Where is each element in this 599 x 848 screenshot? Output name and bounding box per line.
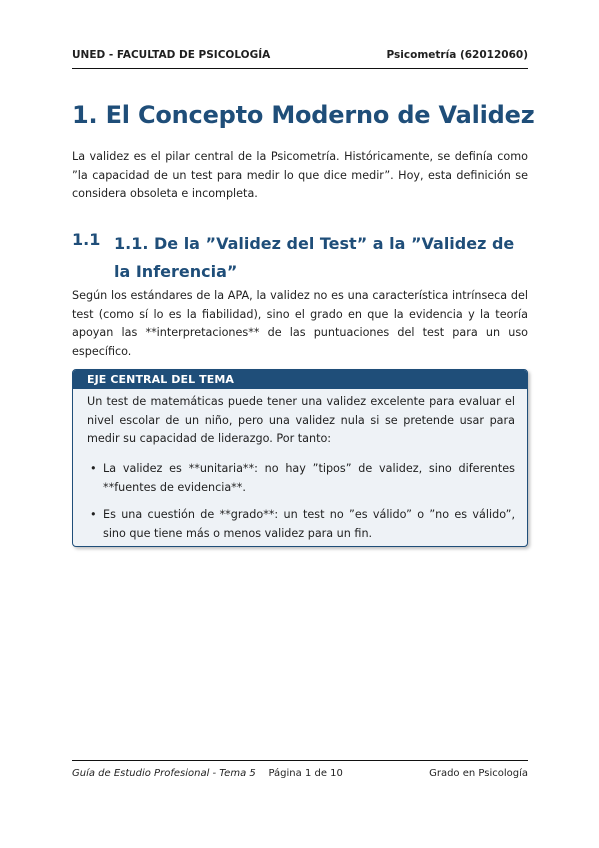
section-heading: 1.1. De la ”Validez del Test” a la ”Validez de la Inferencia” — [114, 234, 515, 281]
page-header — [72, 49, 528, 67]
footer-degree: Grado en Psicología — [429, 768, 528, 779]
footer-left — [72, 768, 343, 779]
bullet-icon: • — [90, 508, 97, 521]
footer-page-number: Página 1 de 10 — [268, 768, 343, 779]
section-paragraph: Según los estándares de la APA, la validez no es una característica intrínseca del test (como sí lo es la fiabilidad), sino el grado en que la evidencia y la teoría apoyan las **interpretaciones** de las puntuaciones del test para un uso específico. — [72, 289, 528, 358]
header-course: Psicometría (62012060) — [386, 49, 528, 61]
chapter-title: 1. El Concepto Moderno de Validez — [72, 101, 535, 129]
box-text: Un test de matemáticas puede tener una validez excelente para evaluar el nivel escolar de un niño, pero una validez nula si se pretende usar para medir su capacidad de liderazgo. Por tanto: — [87, 395, 515, 445]
bullet-text: Es una cuestión de **grado**: un test no ”es válido” o ”no es válido”, sino que tiene más o menos validez para un fin. — [103, 508, 515, 540]
bullet-icon: • — [90, 462, 97, 475]
footer-divider — [72, 760, 528, 761]
header-divider — [72, 68, 528, 69]
intro-paragraph: La validez es el pilar central de la Psicometría. Históricamente, se definía como ”la capacidad de un test para medir lo que dice medir”. Hoy, esta definición se considera obsoleta e incompleta. — [72, 150, 528, 200]
box-bullet — [90, 459, 515, 497]
section-number: 1.1 — [72, 230, 101, 249]
box-title: EJE CENTRAL DEL TEMA — [73, 370, 527, 389]
bullet-text: La validez es **unitaria**: no hay ”tipos” de validez, sino diferentes **fuentes de evidencia**. — [103, 462, 515, 494]
footer-guide: Guía de Estudio Profesional - Tema 5 — [72, 768, 256, 779]
page-footer — [72, 768, 528, 784]
key-concept-box — [72, 369, 528, 547]
box-bullet — [90, 505, 515, 543]
header-institution: UNED - FACULTAD DE PSICOLOGÍA — [72, 49, 271, 61]
